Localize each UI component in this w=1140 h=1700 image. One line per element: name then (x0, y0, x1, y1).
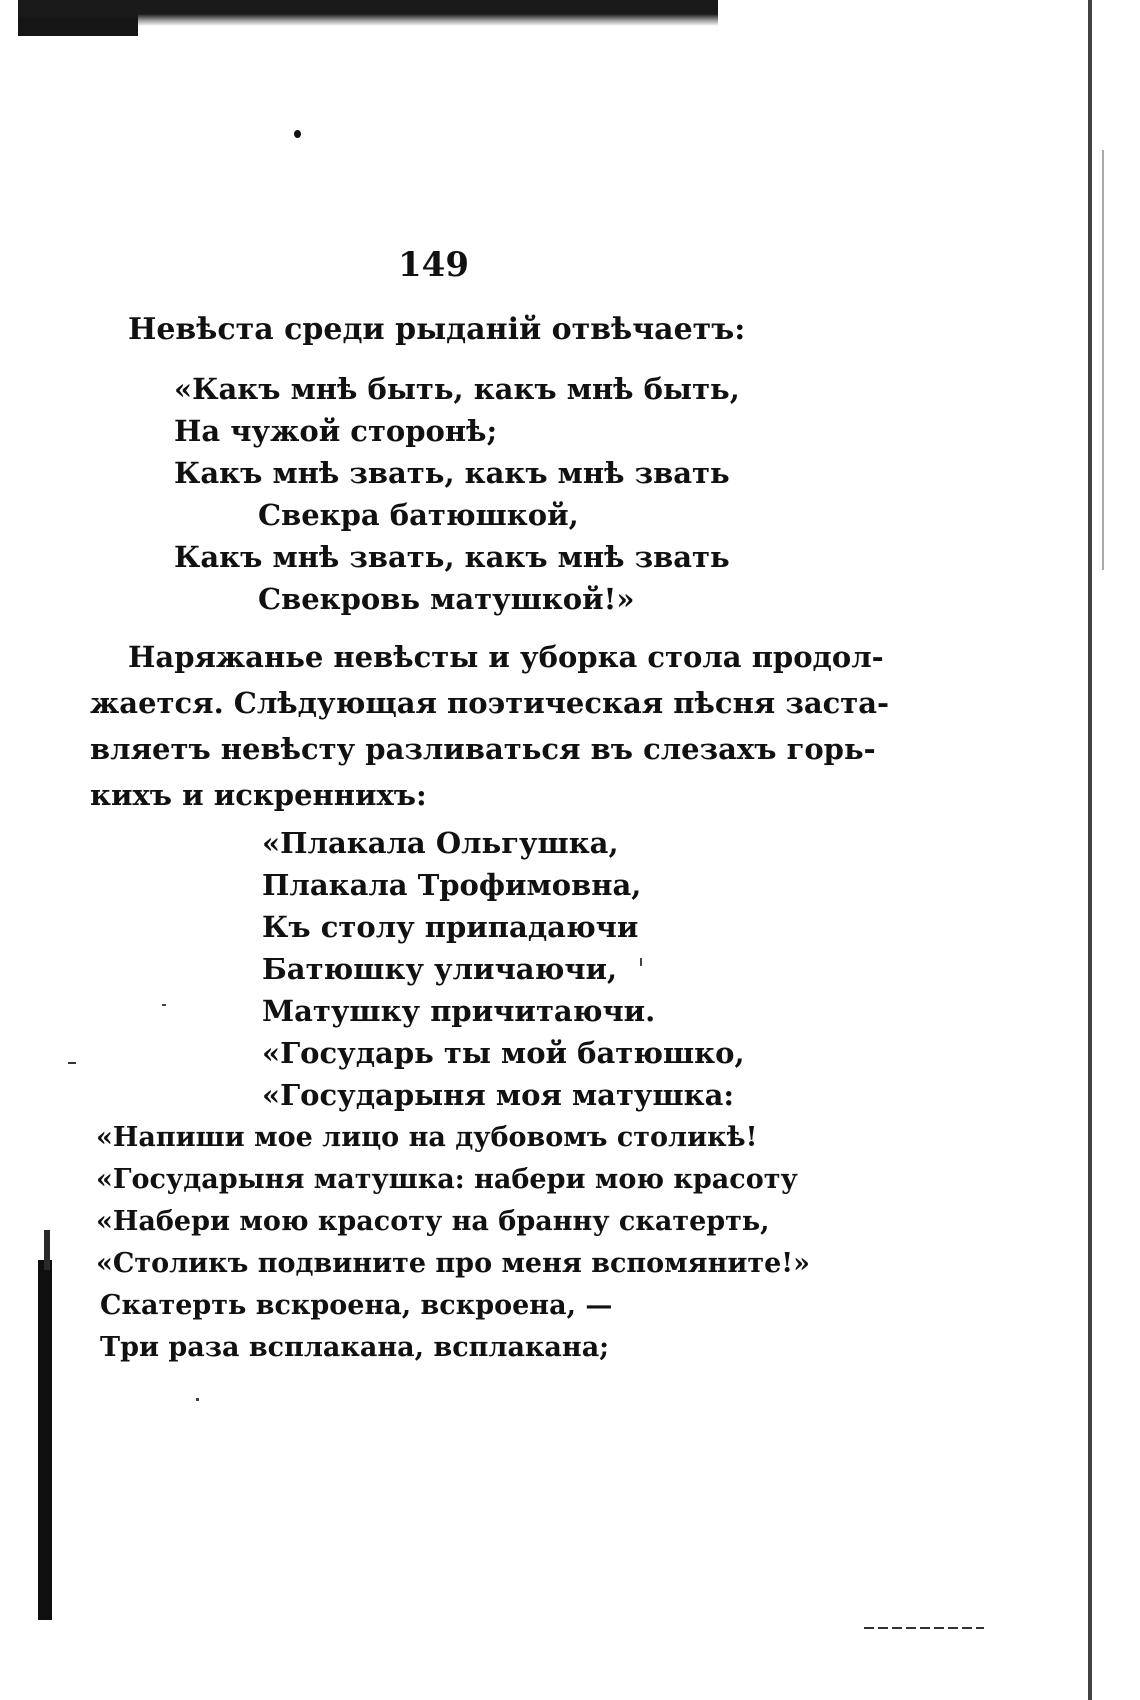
verse-line: Какъ мнѣ звать, какъ мнѣ звать (174, 540, 730, 574)
scan-edge-top-shadow (18, 0, 718, 26)
verse-line: «Столикъ подвините про меня вспомяните!» (96, 1248, 811, 1279)
paragraph-line: вляетъ невѣсту разливаться въ слезахъ горь- (90, 732, 876, 766)
ink-speck (68, 1062, 76, 1064)
verse-line: «Набери мою красоту на бранну скатерть, (96, 1206, 770, 1237)
verse-line: Батюшку уличаючи, (262, 952, 618, 986)
verse-line: «Государь ты мой батюшко, (262, 1036, 745, 1070)
verse-line: Три раза всплакана, всплакана; (100, 1332, 610, 1363)
verse-line: Къ столу припадаючи (262, 910, 639, 944)
paragraph-line: жается. Слѣдующая поэтическая пѣсня заста- (90, 686, 890, 720)
ink-dot (294, 130, 301, 138)
verse-line: Скатерть вскроена, вскроена, — (100, 1290, 613, 1321)
scan-edge-left-top (44, 1230, 50, 1270)
verse-line: Свекровь матушкой!» (258, 582, 635, 616)
scan-edge-right (1088, 0, 1092, 1700)
verse-line: Какъ мнѣ звать, какъ мнѣ звать (174, 456, 730, 490)
verse-line: Плакала Трофимовна, (262, 868, 642, 902)
page-number: 149 (398, 245, 469, 285)
verse-line: На чужой сторонѣ; (174, 414, 498, 448)
verse-line: «Плакала Ольгушка, (262, 826, 619, 860)
verse-line: «Какъ мнѣ быть, какъ мнѣ быть, (174, 372, 740, 406)
ink-speck (162, 1004, 166, 1006)
paragraph-line: кихъ и искреннихъ: (90, 778, 427, 812)
verse-line: Свекра батюшкой, (258, 498, 579, 532)
verse-line: «Напиши мое лицо на дубовомъ столикѣ! (96, 1122, 758, 1153)
scan-dash-artifact (864, 1627, 984, 1629)
verse-line: «Государыня матушка: набери мою красоту (96, 1164, 798, 1195)
scan-edge-right-faint (1102, 150, 1104, 570)
ink-speck (196, 1398, 199, 1401)
verse-line: Матушку причитаючи. (262, 994, 656, 1028)
scan-edge-left (38, 1260, 52, 1620)
intro-line: Невѣста среди рыданій отвѣчаетъ: (128, 312, 746, 347)
verse-line: «Государыня моя матушка: (262, 1078, 735, 1112)
ink-speck (640, 958, 642, 966)
paragraph-line: Наряжанье невѣсты и уборка стола продол- (128, 640, 884, 674)
